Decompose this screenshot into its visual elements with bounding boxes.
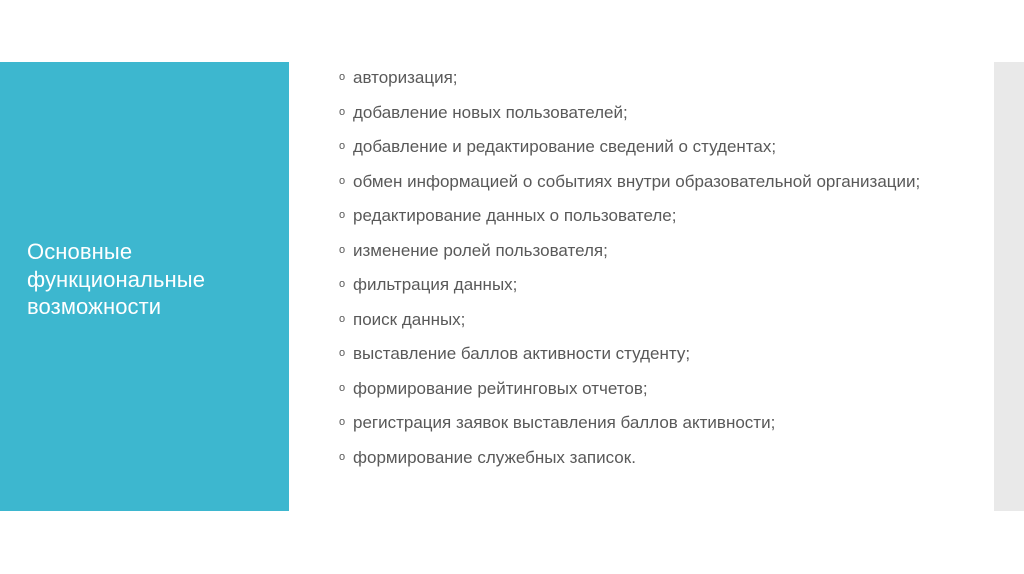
bullet-icon: o: [339, 347, 346, 359]
bullet-icon: o: [339, 209, 346, 221]
side-strip: [994, 62, 1024, 511]
bullet-icon: o: [339, 243, 346, 256]
list-item-text: формирование рейтинговых отчетов;: [353, 378, 648, 398]
bullet-icon: o: [339, 450, 346, 463]
bullet-icon: o: [339, 71, 346, 83]
list-item: [339, 309, 979, 330]
feature-list: [339, 67, 979, 481]
list-item-text: регистрация заявок выставления баллов активности;: [353, 413, 776, 432]
list-item-text: изменение ролей пользователя;: [353, 240, 608, 260]
bullet-icon: o: [339, 278, 346, 290]
list-item-text: добавление и редактирование сведений о студентах;: [353, 137, 777, 156]
bullet-icon: o: [339, 174, 346, 187]
list-item: [339, 274, 979, 295]
list-item: [339, 171, 979, 192]
list-item-text: поиск данных;: [353, 309, 466, 329]
list-item: [339, 412, 979, 433]
bullet-icon: o: [339, 416, 346, 428]
list-item: [339, 240, 979, 261]
list-item-text: авторизация;: [353, 68, 458, 87]
list-item-text: формирование служебных записок.: [353, 447, 636, 467]
list-item: [339, 343, 979, 364]
list-item-text: выставление баллов активности студенту;: [353, 344, 691, 363]
list-item: [339, 67, 979, 88]
bullet-icon: o: [339, 105, 346, 118]
list-item: [339, 378, 979, 399]
bullet-icon: o: [339, 381, 346, 394]
list-item: [339, 136, 979, 157]
bullet-icon: o: [339, 312, 346, 325]
bullet-icon: o: [339, 140, 346, 152]
list-item-text: обмен информацией о событиях внутри образовательной организации;: [353, 171, 921, 191]
list-item-text: добавление новых пользователей;: [353, 102, 628, 122]
slide-title: Основные функциональные возможности: [27, 239, 206, 319]
list-item: [339, 205, 979, 226]
list-item: [339, 102, 979, 123]
list-item-text: редактирование данных о пользователе;: [353, 206, 677, 225]
list-item-text: фильтрация данных;: [353, 275, 518, 294]
list-item: [339, 447, 979, 468]
